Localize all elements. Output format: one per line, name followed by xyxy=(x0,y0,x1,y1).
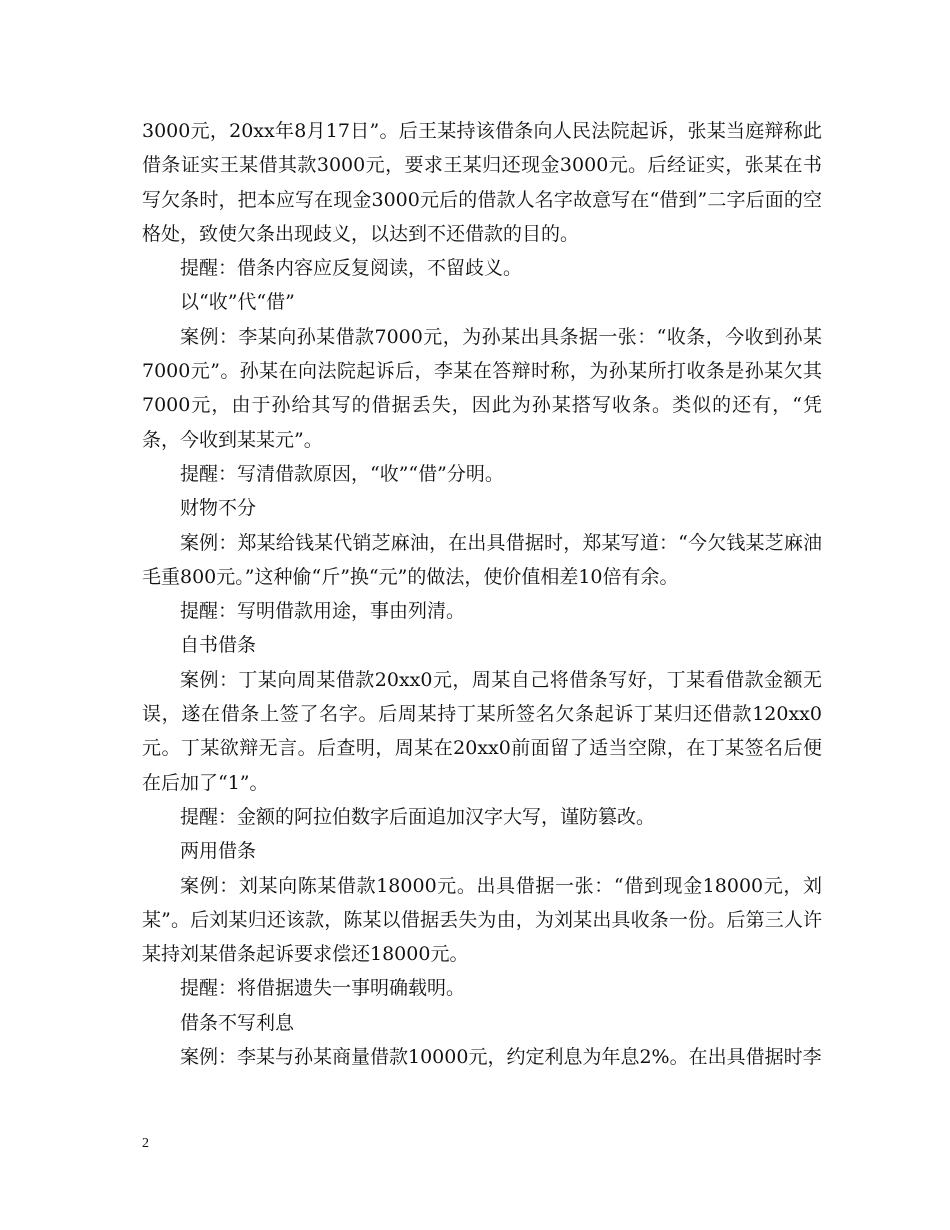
paragraph-case: 案例：郑某给钱某代销芝麻油，在出具借据时，郑某写道：“今欠钱某芝麻油毛重800元。”这种偷“斤”换“元”的做法，使价值相差10倍有余。 xyxy=(142,531,822,588)
paragraph-continuation: 3000元，20xx年8月17日”。后王某持该借条向人民法院起诉，张某当庭辩称此借条证实王某借其款3000元，要求王某归还现金3000元。后经证实，张某在书写欠条时，把本应写在现金3000元后的借款人名字故意写在“借到”二字后面的空格处，致使欠条出现歧义，以达到不还借款的目的。 xyxy=(142,120,822,245)
section-heading: 借条不写利息 xyxy=(180,1011,295,1034)
paragraph-reminder: 提醒：写明借款用途，事由列清。 xyxy=(180,600,466,623)
page-number: 2 xyxy=(142,1136,149,1151)
paragraph-case: 案例：李某向孙某借款7000元，为孙某出具条据一张：“收条，今收到孙某7000元”。孙某在向法院起诉后，李某在答辩时称，为孙某所打收条是孙某欠其7000元，由于孙给其写的借据丢失，因此为孙某搭写收条。类似的还有，“凭条，今收到某某元”。 xyxy=(142,325,822,451)
section-heading: 财物不分 xyxy=(180,497,257,520)
paragraph-reminder: 提醒：将借据遗失一事明确载明。 xyxy=(180,977,466,1000)
section-heading: 两用借条 xyxy=(180,840,257,863)
paragraph-case: 案例：刘某向陈某借款18000元。出具借据一张：“借到现金18000元，刘某”。后刘某归还该款，陈某以借据丢失为由，为刘某出具收条一份。后第三人许某持刘某借条起诉要求偿还18000元。 xyxy=(142,874,822,966)
paragraph-case: 案例：李某与孙某商量借款10000元，约定利息为年息2%。在出具借据时李 xyxy=(180,1046,822,1069)
section-heading: 以“收”代“借” xyxy=(180,291,295,314)
paragraph-reminder: 提醒：写清借款原因，“收”“借”分明。 xyxy=(180,462,504,485)
paragraph-case: 案例：丁某向周某借款20xx0元，周某自己将借条写好，丁某看借款金额无误，遂在借条上签了名字。后周某持丁某所签名欠条起诉丁某归还借款120xx0元。丁某欲辩无言。后查明，周某在20xx0前面留了适当空隙，在丁某签名后便在后加了“1”。 xyxy=(142,668,822,794)
section-heading: 自书借条 xyxy=(180,634,257,657)
document-body xyxy=(142,114,822,1074)
paragraph-reminder: 提醒：金额的阿拉伯数字后面追加汉字大写，谨防篡改。 xyxy=(180,805,656,828)
paragraph-reminder: 提醒：借条内容应反复阅读，不留歧义。 xyxy=(180,257,523,280)
